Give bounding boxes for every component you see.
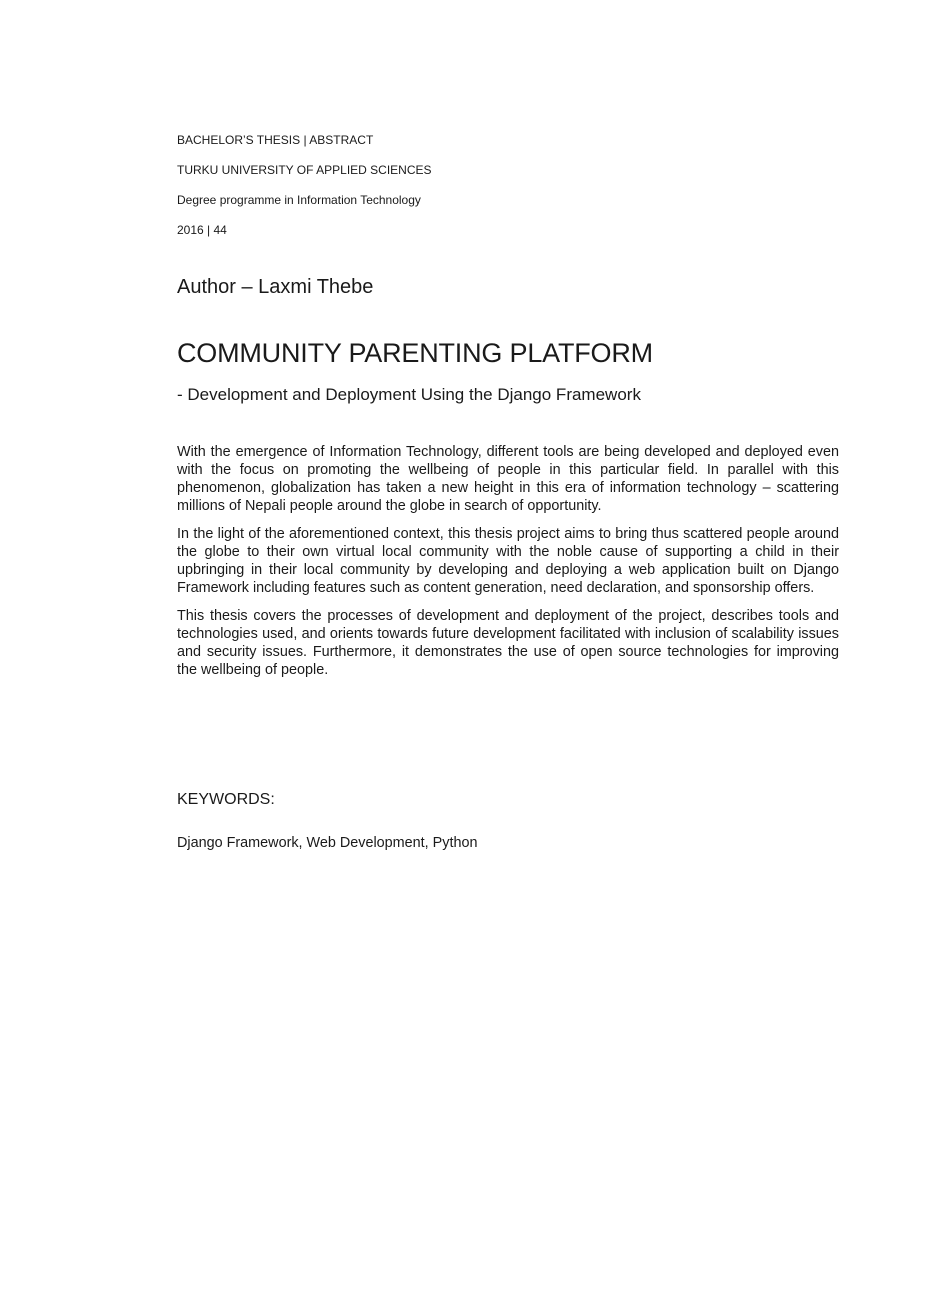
abstract-paragraph: With the emergence of Information Technology, different tools are being developed and deployed even with the focus on promoting the wellbeing of people in this particular field. In parallel with this phenomenon, globalization has taken a new height in this era of information technology – scattering millions of Nepali people around the globe in search of opportunity. bbox=[177, 444, 839, 514]
thesis-type: BACHELOR’S THESIS | ABSTRACT bbox=[177, 133, 374, 147]
abstract-paragraph: This thesis covers the processes of development and deployment of the project, describes tools and technologies used, and orients towards future development facilitated with inclusion of scalability issues and security issues. Furthermore, it demonstrates the use of open source technologies for improving the wellbeing of people. bbox=[177, 608, 839, 678]
keywords-label: KEYWORDS: bbox=[177, 791, 275, 808]
author-line: Author – Laxmi Thebe bbox=[177, 276, 374, 298]
abstract-paragraph: In the light of the aforementioned context, this thesis project aims to bring thus scattered people around the globe to their own virtual local community with the noble cause of supporting a child in their upbringing in their local community by developing and deploying a web application built on Django Framework including features such as content generation, need declaration, and sponsorship offers. bbox=[177, 526, 839, 596]
keywords-list: Django Framework, Web Development, Python bbox=[177, 835, 478, 851]
year-and-pages: 2016 | 44 bbox=[177, 223, 227, 237]
abstract-body bbox=[177, 443, 839, 689]
thesis-subtitle: - Development and Deployment Using the Django Framework bbox=[177, 385, 641, 404]
thesis-title: COMMUNITY PARENTING PLATFORM bbox=[177, 338, 653, 368]
degree-programme: Degree programme in Information Technology bbox=[177, 193, 421, 207]
university-name: TURKU UNIVERSITY OF APPLIED SCIENCES bbox=[177, 163, 432, 177]
